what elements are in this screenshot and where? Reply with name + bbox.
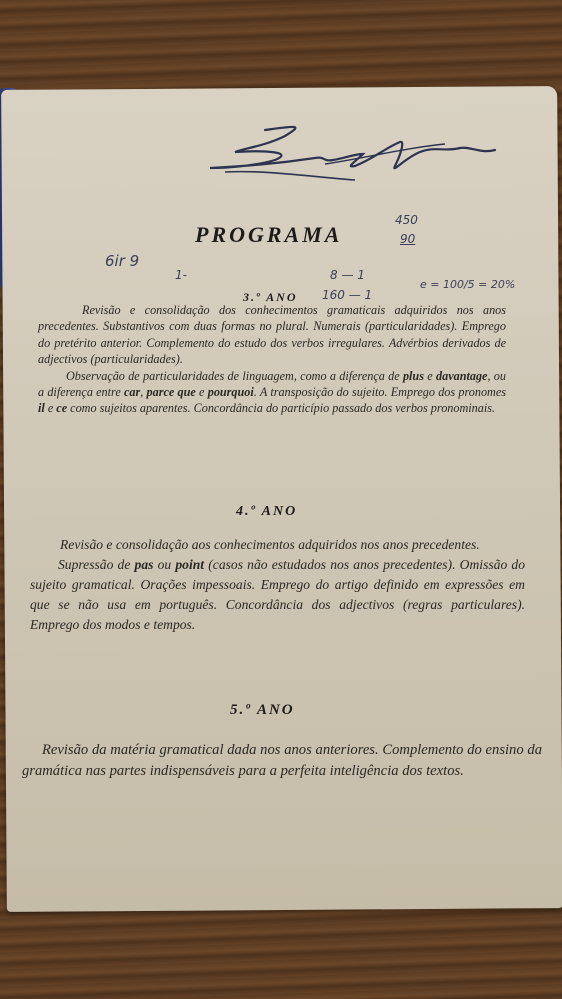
page-title: PROGRAMA	[195, 222, 343, 247]
handwritten-note: 160 — 1	[322, 288, 373, 302]
term: ce	[56, 401, 68, 416]
paragraph	[30, 555, 525, 635]
term: pourquoi	[207, 385, 254, 400]
term: car	[123, 385, 141, 400]
section-heading: 3.º ANO	[243, 290, 298, 304]
section-heading: 5.º ANO	[230, 702, 295, 718]
document-page	[1, 86, 562, 912]
section-body	[30, 535, 525, 635]
handwritten-note: 450	[395, 213, 418, 227]
paragraph	[38, 302, 506, 368]
paragraph	[38, 368, 506, 417]
term: point	[175, 557, 205, 572]
paragraph-text: Revisão da matéria gramatical dada nos anos anteriores. Complemento do ensino da gramática nas partes indispensáveis para a perfeita inteligência dos textos.	[22, 742, 542, 779]
paragraph	[22, 740, 542, 782]
handwritten-note: 6ir 9	[105, 252, 140, 270]
paragraph-text: Supressão de pas ou point (casos não estudados nos anos precedentes). Omissão do sujeito gramatical. Orações impessoais. Emprego do artigo definido em expressões em que se não usa em português. Concordância dos adjectivos (regras particulares). Emprego dos modos e tempos.	[30, 557, 525, 632]
term: plus	[402, 368, 424, 383]
section-heading: 4.º ANO	[236, 504, 298, 519]
term: davantage	[436, 368, 488, 383]
handwritten-note: 90	[400, 232, 416, 246]
term: parce que	[146, 385, 196, 400]
handwritten-note: 1-	[175, 268, 187, 282]
paragraph-text: Observação de particularidades de linguagem, como a diferença de plus e davantage, ou a diferença entre car, parce que e pourquoi. A transposição do sujeito. Emprego dos pronomes il e ce como sujeitos aparentes. Concordância do particípio passado dos verbos pronominais.	[38, 368, 507, 416]
handwritten-signature	[205, 118, 515, 198]
paragraph-text: Revisão e consolidação aos conhecimentos adquiridos nos anos precedentes.	[60, 537, 480, 552]
handwritten-note: e = 100/5 = 20%	[420, 278, 516, 291]
paragraph	[30, 535, 525, 555]
term: il	[38, 401, 45, 416]
term: pas	[134, 557, 154, 572]
section-body	[38, 302, 506, 417]
handwritten-note: 8 — 1	[330, 268, 365, 282]
paragraph-text: Revisão e consolidação dos conhecimentos gramaticais adquiridos nos anos precedentes. Substantivos com duas formas no plural. Numerais (particularidades). Emprego do pretérito anterior. Complemento do estudo dos verbos irregulares. Advérbios derivados de adjectivos (particularidades).	[38, 303, 506, 367]
section-body	[22, 740, 542, 782]
